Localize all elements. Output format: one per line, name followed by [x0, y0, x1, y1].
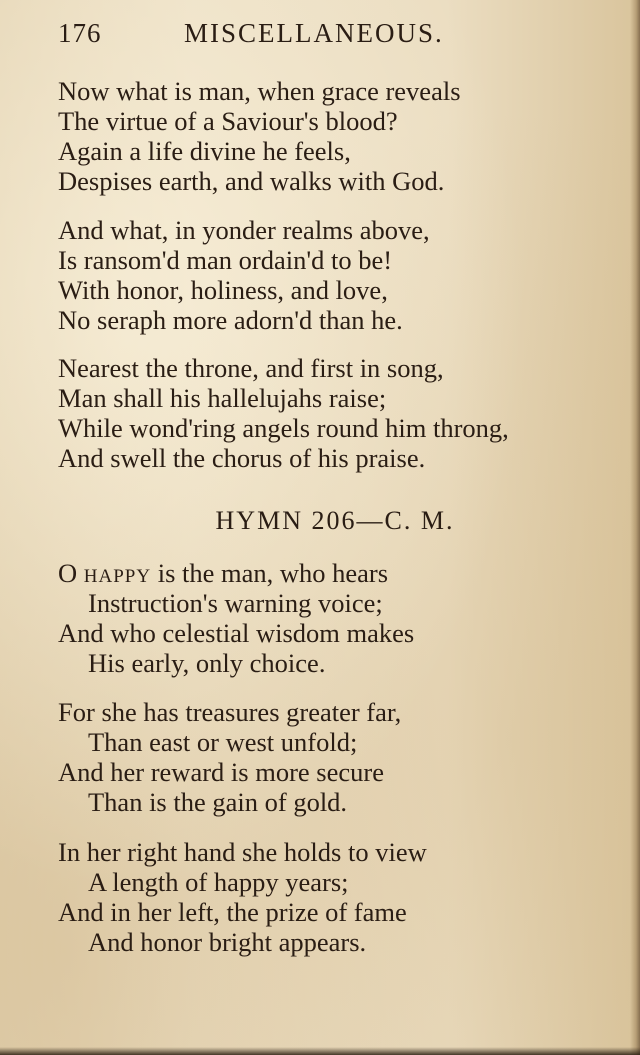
verse-line: Than is the gain of gold. — [88, 787, 348, 817]
page-edge-shadow — [630, 0, 640, 1055]
verse-line: Again a life divine he feels, — [58, 136, 351, 166]
verse-line: And in her left, the prize of fame — [58, 897, 407, 927]
verse-line: For she has treasures greater far, — [58, 697, 402, 727]
page-bottom-shadow — [0, 1047, 640, 1055]
verse-line: No seraph more adorn'd than he. — [58, 305, 403, 335]
verse-line: In her right hand she holds to view — [58, 837, 427, 867]
running-head — [58, 18, 578, 54]
first-line-rest: is the man, who hears — [151, 558, 389, 588]
running-title: MISCELLANEOUS. — [184, 18, 444, 48]
verse-line: And who celestial wisdom makes — [58, 618, 415, 648]
stanza-1 — [58, 76, 461, 196]
verse-line: Now what is man, when grace reveals — [58, 76, 461, 106]
initial-word: O — [58, 558, 78, 588]
hymn-heading — [0, 506, 640, 536]
hymn-stanza-2 — [58, 697, 401, 817]
verse-line: Is ransom'd man ordain'd to be! — [58, 245, 393, 275]
verse-line: The virtue of a Saviour's blood? — [58, 106, 398, 136]
verse-line: Despises earth, and walks with God. — [58, 166, 445, 196]
verse-line: A length of happy years; — [88, 867, 349, 897]
verse-line: With honor, holiness, and love, — [58, 275, 388, 305]
hymn-stanza-1 — [58, 558, 414, 678]
verse-line: And what, in yonder realms above, — [58, 215, 430, 245]
verse-line: And swell the chorus of his praise. — [58, 443, 426, 473]
verse-line: His early, only choice. — [88, 648, 326, 678]
verse-line: Instruction's warning voice; — [88, 588, 383, 618]
page-number: 176 — [58, 18, 102, 48]
hymn-stanza-3 — [58, 837, 427, 957]
stanza-2 — [58, 215, 430, 335]
verse-line: And honor bright appears. — [88, 927, 367, 957]
verse-line: Than east or west unfold; — [88, 727, 358, 757]
stanza-3 — [58, 353, 509, 473]
hymn-title: HYMN 206—C. M. — [215, 506, 455, 535]
verse-line: And her reward is more secure — [58, 757, 384, 787]
verse-line: Nearest the throne, and first in song, — [58, 353, 444, 383]
verse-line: While wond'ring angels round him throng, — [58, 413, 509, 443]
verse-line: Man shall his hallelujahs raise; — [58, 383, 387, 413]
smallcaps-word: HAPPY — [83, 566, 152, 587]
verse-line — [58, 558, 414, 588]
